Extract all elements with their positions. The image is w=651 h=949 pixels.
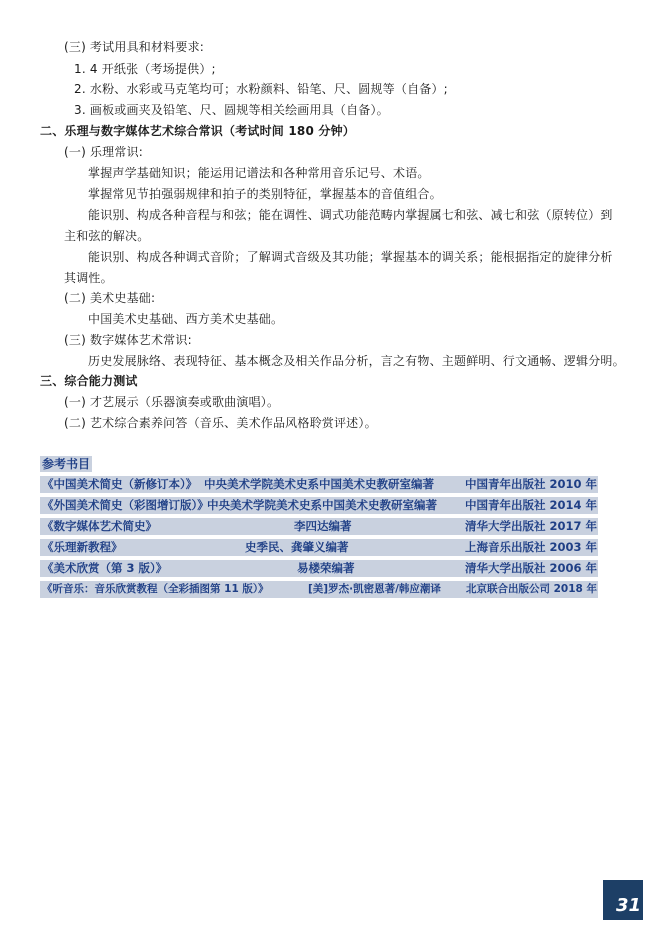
page-number: 31	[603, 880, 643, 920]
reference-author: 李四达编著	[294, 519, 352, 533]
reference-publisher: 北京联合出版公司 2018 年	[465, 583, 597, 595]
music-theory-p4-line1: 能识别、构成各种调式音阶；了解调式音级及其功能；掌握基本的调关系；能根据指定的旋律分析	[88, 250, 613, 264]
reference-author: [美]罗杰·凯密恩著/韩应潮译	[308, 583, 441, 595]
music-theory-p3-line2: 主和弦的解决。	[64, 229, 150, 243]
reference-book: 《数字媒体艺术简史》	[42, 519, 157, 533]
reference-row	[40, 539, 598, 556]
reference-publisher: 中国青年出版社 2010 年	[464, 477, 597, 491]
reference-row	[40, 518, 598, 535]
reference-publisher: 中国青年出版社 2014 年	[464, 498, 597, 512]
music-theory-heading: (一) 乐理常识:	[64, 145, 144, 159]
music-theory-p3-line1: 能识别、构成各种音程与和弦；能在调性、调式功能范畴内掌握属七和弦、减七和弦（原转位）到	[88, 208, 613, 222]
art-history-p1: 中国美术史基础、西方美术史基础。	[88, 312, 284, 326]
reference-row	[40, 560, 598, 577]
reference-publisher: 清华大学出版社 2006 年	[464, 561, 597, 575]
digital-media-heading: (三) 数字媒体艺术常识:	[64, 333, 192, 347]
reference-author: 中央美术学院美术史系中国美术史教研室编著	[204, 477, 434, 491]
reference-author: 易楼荣编著	[297, 561, 355, 575]
materials-item-2: 2. 水粉、水彩或马克笔均可；水粉颜料、铅笔、尺、圆规等（自备）;	[74, 82, 448, 96]
references-title: 参考书目	[42, 457, 91, 471]
reference-publisher: 上海音乐出版社 2003 年	[464, 540, 597, 554]
art-history-heading: (二) 美术史基础:	[64, 291, 156, 305]
section-3-title: 三、综合能力测试	[40, 374, 138, 388]
music-theory-p2: 掌握常见节拍强弱规律和拍子的类别特征，掌握基本的音值组合。	[88, 187, 442, 201]
reference-book: 《听音乐：音乐欣赏教程（全彩插图第 11 版）》	[42, 583, 269, 595]
music-theory-p1: 掌握声学基础知识；能运用记谱法和各种常用音乐记号、术语。	[88, 166, 430, 180]
reference-publisher: 清华大学出版社 2017 年	[464, 519, 597, 533]
materials-item-1: 1. 4 开纸张（考场提供）;	[74, 62, 216, 76]
reference-book: 《中国美术简史（新修订本）》	[42, 477, 198, 491]
digital-media-p1: 历史发展脉络、表现特征、基本概念及相关作品分析，言之有物、主题鲜明、行文通畅、逻辑分明。	[88, 354, 625, 368]
reference-book: 《乐理新教程》	[42, 540, 123, 554]
materials-heading: (三) 考试用具和材料要求:	[64, 40, 205, 54]
reference-author: 史季民、龚肇义编著	[245, 540, 349, 554]
section-3-item-1: (一) 才艺展示（乐器演奏或歌曲演唱）。	[64, 395, 280, 409]
reference-book: 《外国美术简史（彩图增订版）》	[42, 498, 209, 512]
materials-item-3: 3. 画板或画夹及铅笔、尺、圆规等相关绘画用具（自备）。	[74, 103, 389, 117]
reference-row	[40, 497, 598, 514]
reference-row	[40, 581, 598, 598]
music-theory-p4-line2: 其调性。	[64, 271, 113, 285]
reference-author: 中央美术学院美术史系中国美术史教研室编著	[207, 498, 437, 512]
section-3-item-2: (二) 艺术综合素养问答（音乐、美术作品风格聆赏评述）。	[64, 416, 377, 430]
reference-book: 《美术欣赏（第 3 版）》	[42, 561, 168, 575]
reference-row	[40, 476, 598, 493]
section-2-title: 二、乐理与数字媒体艺术综合常识（考试时间 180 分钟）	[40, 124, 356, 138]
